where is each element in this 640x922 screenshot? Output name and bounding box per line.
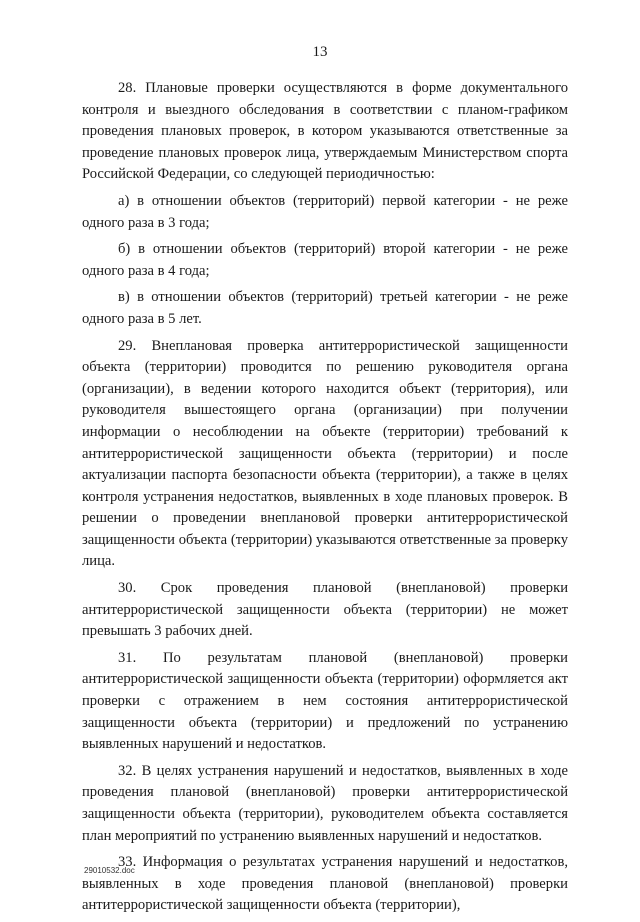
paragraph-28: 28. Плановые проверки осуществляются в форме документального контроля и выездного обследования в соответствии с планом-графиком проведения плановых проверок, в котором указываются ответственные за проведение плановых проверок лица, утверждаемым Министерством спорта Российской Федерации, со следующей периодичностью: [82, 80, 568, 183]
paragraph-28b: б) в отношении объектов (территорий) второй категории - не реже одного раза в 4 года; [82, 241, 568, 279]
paragraph-29: 29. Внеплановая проверка антитеррористической защищенности объекта (территории) проводится по решению руководителя органа (организации), в ведении которого находится объект (территория), или руководителя вышестоящего органа (организации) при получении информации о несоблюдении на объекте (территории) требований к антитеррористической защищенности объекта (территории) и после актуализации паспорта безопасности объекта (территории), а также в целях контроля устранения недостатков, выявленных в ходе плановых проверок. В решении о проведении внеплановой проверки антитеррористической защищенности объекта (территории) указываются ответственные за проверку лица. [82, 337, 568, 570]
paragraph-28v: в) в отношении объектов (территорий) третьей категории - не реже одного раза в 5 лет. [82, 289, 568, 327]
paragraph-30: 30. Срок проведения плановой (внеплановой) проверки антитеррористической защищенности объекта (территории) не может превышать 3 рабочих дней. [82, 580, 568, 640]
page-number: 13 [312, 44, 328, 60]
paragraph-28a: а) в отношении объектов (территорий) первой категории - не реже одного раза в 3 года; [82, 192, 568, 231]
document-file-code: 29010532.doc [84, 866, 135, 875]
paragraph-32: 32. В целях устранения нарушений и недостатков, выявленных в ходе проведения плановой (внеплановой) проверки антитеррористической защищенности объекта (территории), руководителем объекта составляется план мероприятий по устранению выявленных нарушений и недостатков. [82, 762, 568, 844]
paragraph-31: 31. По результатам плановой (внеплановой) проверки антитеррористической защищенности объекта (территории) оформляется акт проверки с отражением в нем состояния антитеррористической защищенности объекта (территории) и предложений по устранению выявленных нарушений и недостатков. [82, 649, 568, 753]
document-body [82, 78, 568, 922]
paragraph-33: 33. Информация о результатах устранения нарушений и недостатков, выявленных в ходе проведения плановой (внеплановой) проверки антитеррористической защищенности объекта (территории), [82, 854, 568, 914]
